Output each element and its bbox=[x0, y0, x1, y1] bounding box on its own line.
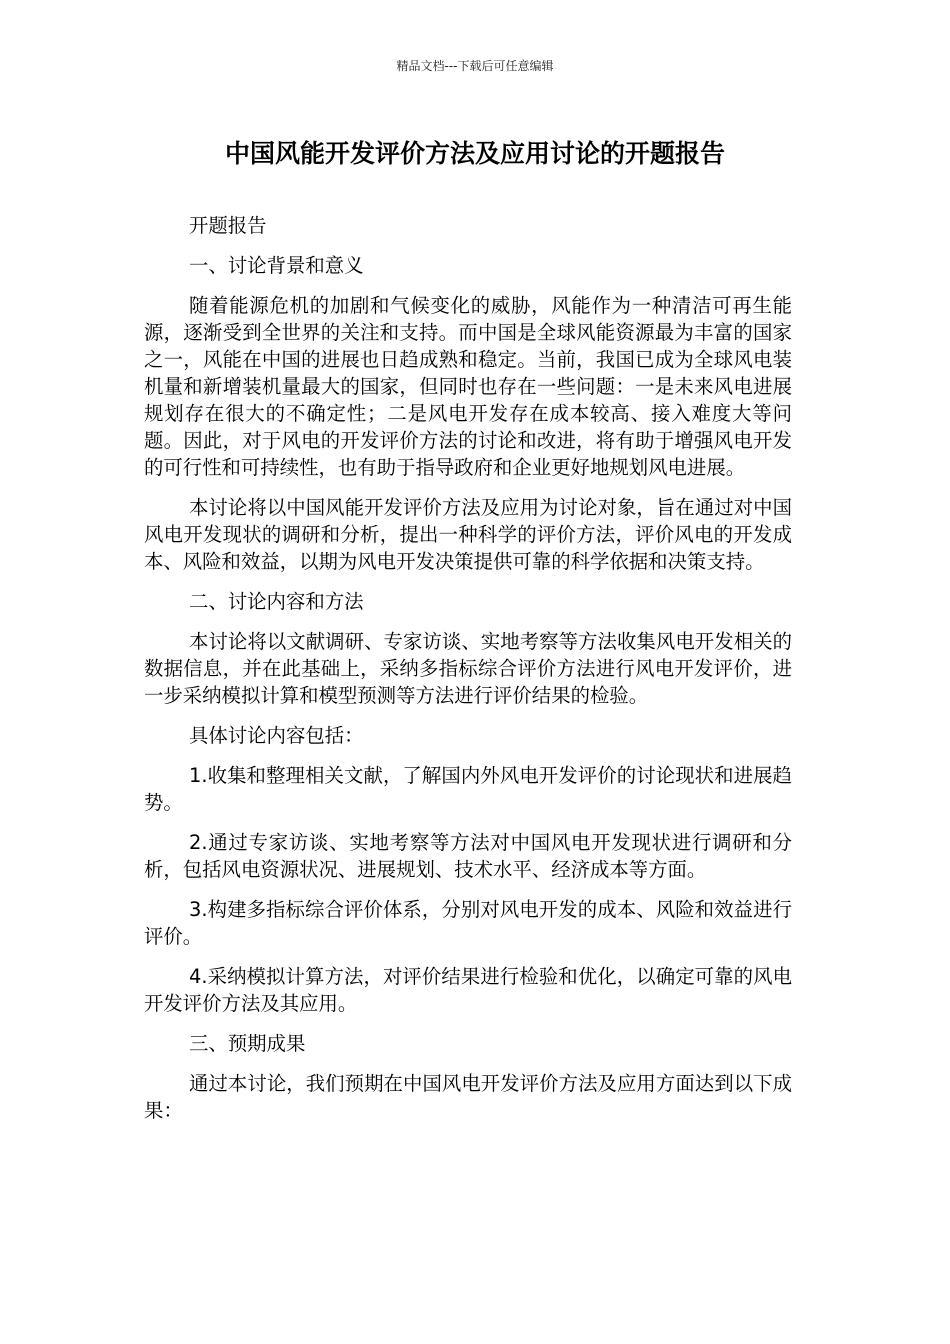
document-title: 中国风能开发评价方法及应用讨论的开题报告 bbox=[224, 139, 725, 168]
paragraph: 具体讨论内容包括： bbox=[189, 724, 364, 747]
list-item: 2.通过专家访谈、实地考察等方法对中国风电开发现状进行调研和分析，包括风电资源状况、进展规划、技术水平、经济成本等方面。 bbox=[144, 831, 792, 881]
paragraph: 本讨论将以中国风能开发评价方法及应用为讨论对象，旨在通过对中国风电开发现状的调研和分析，提出一种科学的评价方法，评价风电的开发成本、风险和效益，以期为风电开发决策提供可靠的科学依据和决策支持。 bbox=[144, 496, 792, 573]
list-item: 3.构建多指标综合评价体系，分别对风电开发的成本、风险和效益进行评价。 bbox=[144, 898, 792, 948]
list-item: 4.采纳模拟计算方法，对评价结果进行检验和优化，以确定可靠的风电开发评价方法及其应用。 bbox=[144, 965, 792, 1015]
paragraph: 本讨论将以文献调研、专家访谈、实地考察等方法收集风电开发相关的数据信息，并在此基础上，采纳多指标综合评价方法进行风电开发评价，进一步采纳模拟计算和模型预测等方法进行评价结果的检验。 bbox=[144, 630, 792, 707]
section-heading: 二、讨论内容和方法 bbox=[189, 590, 364, 613]
document-body bbox=[144, 212, 792, 1137]
section-heading: 三、预期成果 bbox=[189, 1032, 306, 1055]
paragraph: 通过本讨论，我们预期在中国风电开发评价方法及应用方面达到以下成果： bbox=[144, 1072, 792, 1122]
section-heading: 一、讨论背景和意义 bbox=[189, 254, 364, 277]
section-label: 开题报告 bbox=[189, 214, 267, 237]
paragraph: 随着能源危机的加剧和气候变化的威胁，风能作为一种清洁可再生能源，逐渐受到全世界的关注和支持。而中国是全球风能资源最为丰富的国家之一，风能在中国的进展也日趋成熟和稳定。当前，我国已成为全球风电装机量和新增装机量最大的国家，但同时也存在一些问题：一是未来风电进展规划存在很大的不确定性；二是风电开发存在成本较高、接入难度大等问题。因此，对于风电的开发评价方法的讨论和改进，将有助于增强风电开发的可行性和可持续性，也有助于指导政府和企业更好地规划风电进展。 bbox=[144, 294, 792, 479]
list-item: 1.收集和整理相关文献，了解国内外风电开发评价的讨论现状和进展趋势。 bbox=[144, 764, 792, 814]
header-note: 精品文档---下载后可任意编辑 bbox=[396, 59, 554, 73]
